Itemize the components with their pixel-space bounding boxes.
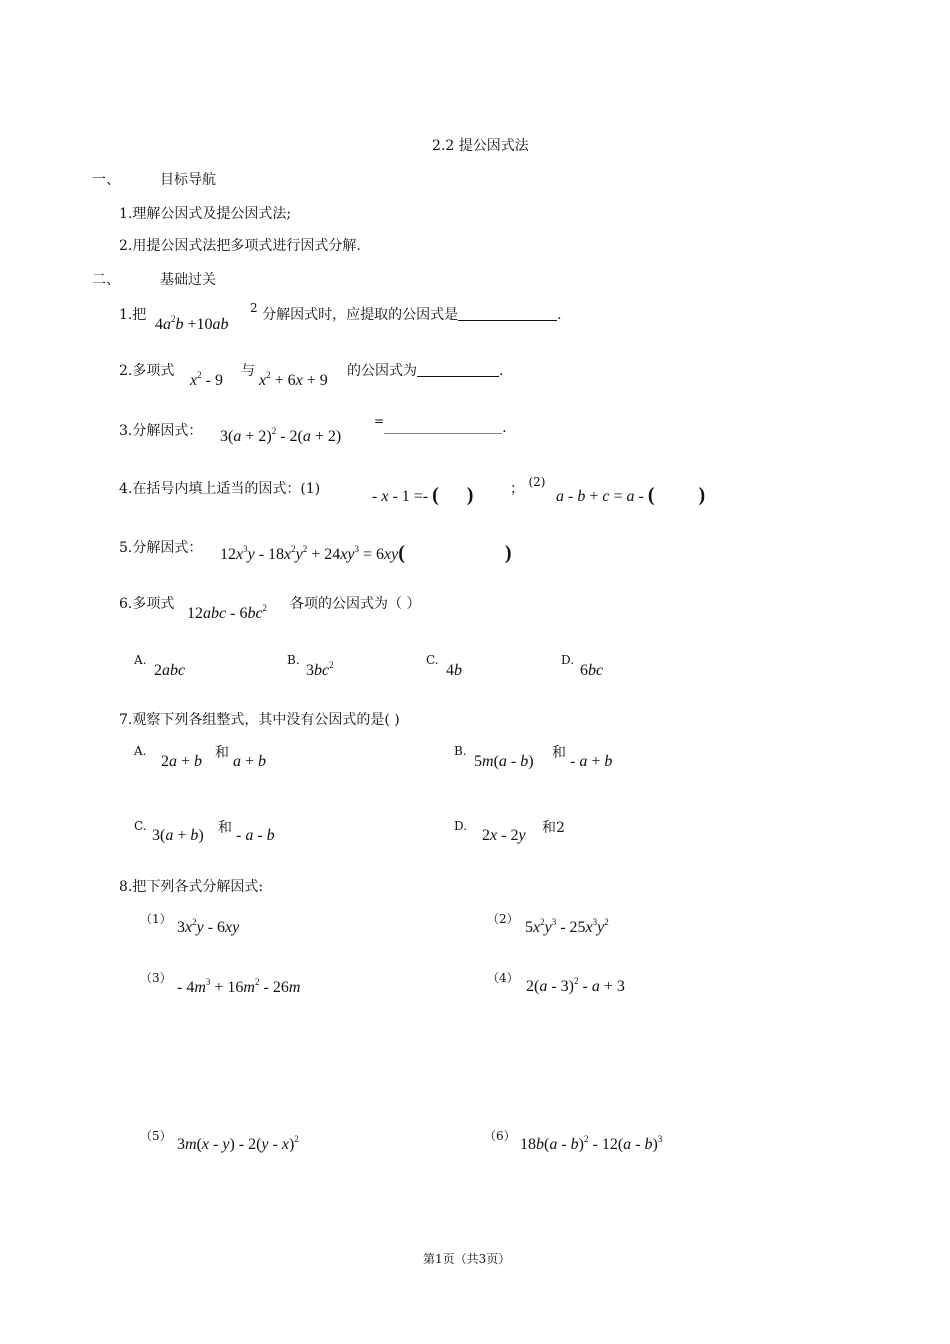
q8-label-6: （6）: [484, 1129, 516, 1143]
q7-option-d-expr1: 2x - 2y: [482, 827, 526, 844]
q1-prefix: 1.把: [119, 307, 147, 323]
q2-prefix: 2.多项式: [119, 363, 175, 379]
q3-text: = .: [374, 414, 507, 436]
q4-prefix: 4.在括号内填上适当的因式：(1): [119, 481, 321, 497]
q1-expression: $4a^2b +10ab$: [155, 314, 229, 333]
q8-expression-3: - $4m^3 + 16m^2 - 26m$: [177, 977, 301, 996]
q7-option-b-expr1: 5m(a - b): [474, 753, 534, 770]
q6-option-c-label: C.: [426, 653, 439, 667]
section-one-number: 一、: [92, 172, 120, 188]
q8-label-2: （2）: [487, 912, 519, 926]
q6-prefix: 6.多项式: [119, 596, 175, 612]
section-two-number: 二、: [92, 272, 120, 288]
q4-expression-2: a - b + c = a - ( ): [556, 484, 706, 506]
q5-expression: $12x^3y - 18x^2y^2 + 24xy^3 = 6xy$( ): [220, 542, 512, 564]
q7-option-d-label: D.: [454, 819, 468, 833]
q3-expression: $3(a + 2)^2 - 2(a + 2)$: [220, 426, 342, 445]
q8-label-3: （3）: [140, 971, 172, 985]
q7-option-b-and: 和: [552, 745, 566, 761]
q6-option-a-label: A.: [134, 653, 147, 667]
q2-mid: 与: [241, 363, 255, 379]
section-one-title: 目标导航: [160, 172, 216, 188]
section-two-title: 基础过关: [160, 272, 216, 288]
q7-option-d-and: 和2: [542, 820, 565, 836]
q2-expression-a: $x^2 - 9$: [190, 370, 223, 389]
goal-1: 1.理解公因式及提公因式法;: [119, 206, 292, 222]
q6-option-b: $3bc^2$: [306, 660, 334, 679]
q8-expression-2: $5x^2y^3 - 25x^3y^2$: [525, 917, 609, 936]
q2-expression-b: $x^2 + 6x + 9$: [259, 370, 328, 389]
q8-expression-6: 18b(a - b)$^2$ - 12(a - b)$^3$: [520, 1134, 663, 1153]
q6-option-a: 2abc: [154, 662, 186, 679]
q7-option-a-expr2: a + b: [233, 753, 267, 770]
goal-2: 2.用提公因式法把多项式进行因式分解.: [119, 238, 361, 254]
q4-sep: ； $^{(2)}$: [510, 475, 546, 497]
q7-option-b-label: B.: [454, 744, 467, 758]
q8-expression-4: 2(a - 3)$^2$ - a + 3: [526, 976, 625, 995]
q5-prefix: 5.分解因式：: [119, 540, 203, 556]
q7-option-c-label: C.: [134, 819, 147, 833]
q7-option-a-and: 和: [215, 745, 229, 761]
q7-option-c-expr1: 3(a + b): [152, 827, 204, 844]
q7-option-a-expr1: 2a + b: [161, 753, 203, 770]
q7-option-b-expr2: - a + b: [570, 753, 613, 770]
q7-option-c-and: 和: [218, 820, 232, 836]
q7-option-a-label: A.: [134, 744, 147, 758]
q6-expression: $12abc - 6bc^2$: [187, 603, 268, 622]
q2-text: 的公因式为 .: [347, 363, 504, 379]
q3-prefix: 3.分解因式：: [119, 423, 203, 439]
q6-option-d: 6bc: [580, 662, 604, 679]
q8-expression-5: 3m(x - y) - 2(y - x)$^2$: [177, 1134, 299, 1153]
page-title: 2.2 提公因式法: [432, 138, 529, 154]
q1-text: $^2$ 分解因式时，应提取的公因式是 .: [250, 301, 562, 323]
q8-label-1: （1）: [140, 912, 172, 926]
q6-option-d-label: D.: [561, 653, 575, 667]
page-footer: 第1页（共3页）: [423, 1252, 511, 1266]
q6-text: 各项的公因式为（ ）: [290, 596, 421, 612]
q6-option-c: 4b: [446, 662, 462, 679]
q8-label-4: （4）: [487, 971, 519, 985]
q8-label-5: （5）: [140, 1129, 172, 1143]
q7-option-c-expr2: - a - b: [236, 827, 275, 844]
q8-expression-1: $3x^2y - 6xy$: [177, 917, 240, 936]
q4-expression-1: - x - 1 =- ( ): [372, 484, 474, 506]
q8-prefix: 8.把下列各式分解因式:: [119, 879, 264, 895]
q7-prefix: 7.观察下列各组整式，其中没有公因式的是( ): [119, 712, 400, 728]
q6-option-b-label: B.: [287, 653, 300, 667]
